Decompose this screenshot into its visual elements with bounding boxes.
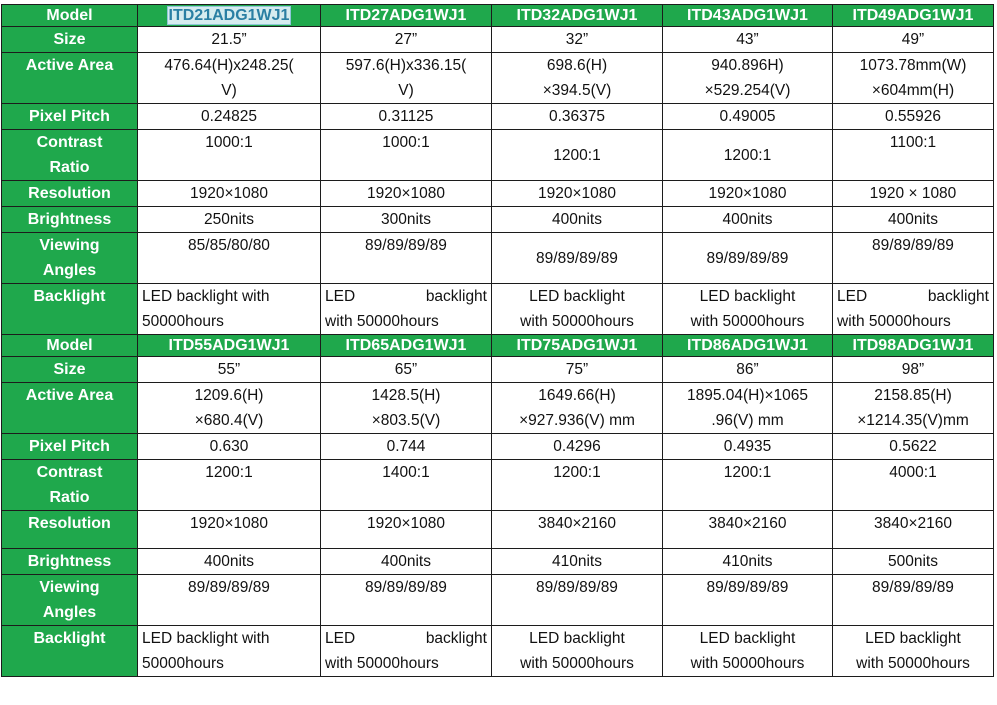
resolution-cell: 1920×1080 <box>138 181 321 207</box>
backlight-cell: LED backlight with 50000hours <box>663 284 833 335</box>
label-viewing-angles: Viewing Angles <box>2 575 138 626</box>
resolution-cell: 1920×1080 <box>138 511 321 549</box>
contrast-ratio-cell: 1200:1 <box>663 130 833 181</box>
contrast-ratio-row-1 <box>2 130 994 181</box>
brightness-row-1 <box>2 207 994 233</box>
contrast-ratio-cell: 4000:1 <box>833 460 994 511</box>
active-area-cell: 698.6(H) ×394.5(V) <box>492 53 663 104</box>
size-row-1 <box>2 27 994 53</box>
contrast-ratio-cell: 1200:1 <box>492 130 663 181</box>
size-cell: 98” <box>833 357 994 383</box>
brightness-cell: 400nits <box>492 207 663 233</box>
backlight-cell: LED backlight with 50000hours <box>833 284 994 335</box>
resolution-cell: 1920×1080 <box>321 511 492 549</box>
label-size: Size <box>2 27 138 53</box>
size-cell: 27” <box>321 27 492 53</box>
viewing-angles-cell: 89/89/89/89 <box>663 233 833 284</box>
resolution-row-1 <box>2 181 994 207</box>
resolution-cell: 1920×1080 <box>492 181 663 207</box>
label-contrast-ratio: Contrast Ratio <box>2 460 138 511</box>
model-row-1 <box>2 5 994 27</box>
brightness-cell: 410nits <box>663 549 833 575</box>
brightness-cell: 410nits <box>492 549 663 575</box>
label-model: Model <box>2 335 138 357</box>
contrast-ratio-cell: 1000:1 <box>321 130 492 181</box>
label-active-area: Active Area <box>2 383 138 434</box>
pixel-pitch-row-2 <box>2 434 994 460</box>
pixel-pitch-cell: 0.24825 <box>138 104 321 130</box>
contrast-ratio-cell: 1200:1 <box>663 460 833 511</box>
contrast-ratio-cell: 1100:1 <box>833 130 994 181</box>
viewing-angles-cell: 89/89/89/89 <box>138 575 321 626</box>
resolution-row-2 <box>2 511 994 549</box>
pixel-pitch-row-1 <box>2 104 994 130</box>
pixel-pitch-cell: 0.4935 <box>663 434 833 460</box>
resolution-cell: 3840×2160 <box>663 511 833 549</box>
label-backlight: Backlight <box>2 284 138 335</box>
backlight-cell: LED backlight with 50000hours <box>492 626 663 677</box>
resolution-cell: 1920 × 1080 <box>833 181 994 207</box>
contrast-ratio-cell: 1000:1 <box>138 130 321 181</box>
size-row-2 <box>2 357 994 383</box>
label-resolution: Resolution <box>2 181 138 207</box>
backlight-cell: LED backlight with 50000hours <box>833 626 994 677</box>
model-cell: ITD75ADG1WJ1 <box>492 335 663 357</box>
model-cell: ITD65ADG1WJ1 <box>321 335 492 357</box>
label-size: Size <box>2 357 138 383</box>
label-brightness: Brightness <box>2 549 138 575</box>
brightness-cell: 500nits <box>833 549 994 575</box>
model-cell: ITD98ADG1WJ1 <box>833 335 994 357</box>
size-cell: 55” <box>138 357 321 383</box>
contrast-ratio-cell: 1200:1 <box>138 460 321 511</box>
brightness-cell: 400nits <box>321 549 492 575</box>
viewing-angles-cell: 89/89/89/89 <box>833 575 994 626</box>
label-viewing-angles: Viewing Angles <box>2 233 138 284</box>
active-area-cell: 597.6(H)x336.15( V) <box>321 53 492 104</box>
label-backlight: Backlight <box>2 626 138 677</box>
model-cell: ITD55ADG1WJ1 <box>138 335 321 357</box>
size-cell: 49” <box>833 27 994 53</box>
active-area-cell: 1428.5(H) ×803.5(V) <box>321 383 492 434</box>
active-area-cell: 1649.66(H) ×927.936(V) mm <box>492 383 663 434</box>
contrast-ratio-row-2 <box>2 460 994 511</box>
resolution-cell: 1920×1080 <box>321 181 492 207</box>
pixel-pitch-cell: 0.49005 <box>663 104 833 130</box>
contrast-ratio-cell: 1200:1 <box>492 460 663 511</box>
viewing-angles-cell: 89/89/89/89 <box>492 233 663 284</box>
active-area-row-1 <box>2 53 994 104</box>
brightness-cell: 400nits <box>833 207 994 233</box>
viewing-angles-cell: 89/89/89/89 <box>321 575 492 626</box>
active-area-cell: 940.896H) ×529.254(V) <box>663 53 833 104</box>
backlight-cell: LED backlight with 50000hours <box>663 626 833 677</box>
selected-model-text[interactable]: ITD21ADG1WJ1 <box>168 7 290 24</box>
viewing-angles-row-1 <box>2 233 994 284</box>
model-cell: ITD32ADG1WJ1 <box>492 5 663 27</box>
viewing-angles-cell: 89/89/89/89 <box>492 575 663 626</box>
active-area-cell: 476.64(H)x248.25( V) <box>138 53 321 104</box>
backlight-cell: LED backlight with 50000hours <box>321 626 492 677</box>
contrast-ratio-cell: 1400:1 <box>321 460 492 511</box>
pixel-pitch-cell: 0.55926 <box>833 104 994 130</box>
size-cell: 32” <box>492 27 663 53</box>
label-brightness: Brightness <box>2 207 138 233</box>
backlight-row-2 <box>2 626 994 677</box>
model-cell[interactable] <box>138 5 321 27</box>
brightness-cell: 250nits <box>138 207 321 233</box>
active-area-cell: 1895.04(H)×1065 .96(V) mm <box>663 383 833 434</box>
active-area-row-2 <box>2 383 994 434</box>
model-cell: ITD27ADG1WJ1 <box>321 5 492 27</box>
label-resolution: Resolution <box>2 511 138 549</box>
model-cell: ITD86ADG1WJ1 <box>663 335 833 357</box>
backlight-cell: LED backlight with 50000hours <box>138 626 321 677</box>
viewing-angles-cell: 89/89/89/89 <box>321 233 492 284</box>
backlight-cell: LED backlight with 50000hours <box>321 284 492 335</box>
brightness-row-2 <box>2 549 994 575</box>
size-cell: 86” <box>663 357 833 383</box>
resolution-cell: 3840×2160 <box>833 511 994 549</box>
brightness-cell: 400nits <box>138 549 321 575</box>
active-area-cell: 1073.78mm(W) ×604mm(H) <box>833 53 994 104</box>
size-cell: 43” <box>663 27 833 53</box>
resolution-cell: 1920×1080 <box>663 181 833 207</box>
pixel-pitch-cell: 0.4296 <box>492 434 663 460</box>
size-cell: 65” <box>321 357 492 383</box>
viewing-angles-cell: 89/89/89/89 <box>663 575 833 626</box>
pixel-pitch-cell: 0.36375 <box>492 104 663 130</box>
model-cell: ITD43ADG1WJ1 <box>663 5 833 27</box>
pixel-pitch-cell: 0.744 <box>321 434 492 460</box>
brightness-cell: 300nits <box>321 207 492 233</box>
active-area-cell: 2158.85(H) ×1214.35(V)mm <box>833 383 994 434</box>
brightness-cell: 400nits <box>663 207 833 233</box>
label-pixel-pitch: Pixel Pitch <box>2 434 138 460</box>
label-model: Model <box>2 5 138 27</box>
backlight-row-1 <box>2 284 994 335</box>
model-row-2 <box>2 335 994 357</box>
pixel-pitch-cell: 0.31125 <box>321 104 492 130</box>
label-active-area: Active Area <box>2 53 138 104</box>
resolution-cell: 3840×2160 <box>492 511 663 549</box>
active-area-cell: 1209.6(H) ×680.4(V) <box>138 383 321 434</box>
label-pixel-pitch: Pixel Pitch <box>2 104 138 130</box>
viewing-angles-cell: 85/85/80/80 <box>138 233 321 284</box>
viewing-angles-cell: 89/89/89/89 <box>833 233 994 284</box>
viewing-angles-row-2 <box>2 575 994 626</box>
spec-table <box>1 4 994 677</box>
model-cell: ITD49ADG1WJ1 <box>833 5 994 27</box>
label-contrast-ratio: Contrast Ratio <box>2 130 138 181</box>
backlight-cell: LED backlight with 50000hours <box>138 284 321 335</box>
size-cell: 75” <box>492 357 663 383</box>
backlight-cell: LED backlight with 50000hours <box>492 284 663 335</box>
size-cell: 21.5” <box>138 27 321 53</box>
pixel-pitch-cell: 0.630 <box>138 434 321 460</box>
pixel-pitch-cell: 0.5622 <box>833 434 994 460</box>
